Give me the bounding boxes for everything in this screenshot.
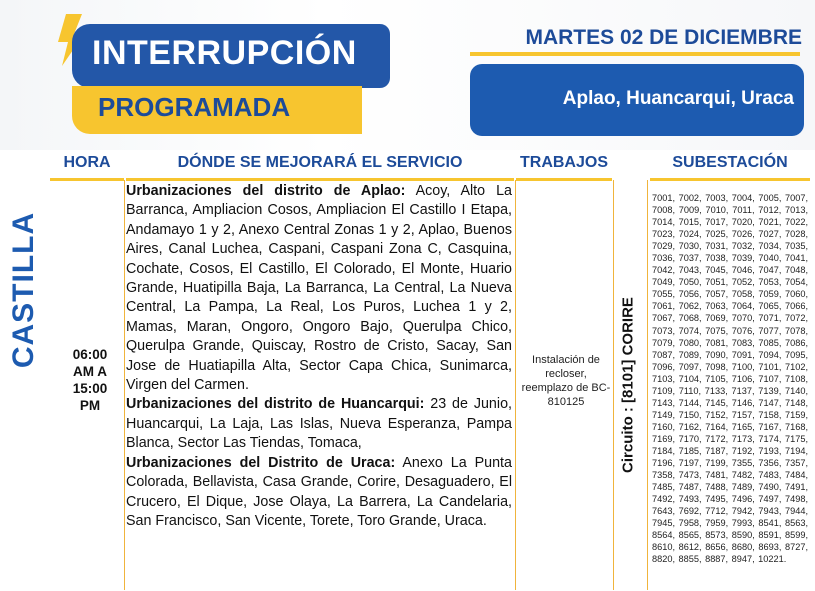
- page-title: INTERRUPCIÓN: [92, 34, 357, 72]
- district-huancarqui: [126, 395, 512, 453]
- time-end: 15:00: [72, 381, 108, 396]
- district-areas: 23 de Junio, Huancarqui, La Laja, Las Islas, Nueva Esperanza, Pampa Blanca, Sector Las Tiendas, Tomaca,: [126, 396, 512, 452]
- works-description: Instalación de recloser, reemplazo de BC-810125: [521, 354, 611, 408]
- column-header-trabajos: TRABAJOS: [516, 148, 612, 181]
- page-subtitle: PROGRAMADA: [98, 92, 291, 122]
- column-divider: [613, 180, 614, 590]
- column-header-hora: HORA: [50, 148, 124, 181]
- substation-list: 7001, 7002, 7003, 7004, 7005, 7007, 7008, 7009, 7010, 7011, 7012, 7013, 7014, 7015, 7017, 7020, 7021, 7022, 7023, 7024, 7025, 7026, 7027, 7028, 7029, 7030, 7031, 7032, 7034, 7035, 7036, 7037, 7038, 7039, 7040, 7041, 7042, 7043, 7045, 7046, 7047, 7048, 7049, 7050, 7051, 7052, 7053, 7054, 7055, 7056, 7057, 7058, 7059, 7060, 7061, 7062, 7063, 7064, 7065, 7066, 7067, 7068, 7069, 7070, 7071, 7072, 7073, 7074, 7075, 7076, 7077, 7078, 7079, 7080, 7081, 7083, 7085, 7086, 7087, 7089, 7090, 7091, 7094, 7095, 7096, 7097, 7098, 7100, 7101, 7102, 7103, 7104, 7105, 7106, 7107, 7108, 7109, 7110, 7133, 7137, 7139, 7140, 7143, 7144, 7145, 7146, 7147, 7148, 7149, 7150, 7152, 7157, 7158, 7159, 7160, 7162, 7164, 7165, 7167, 7168, 7169, 7170, 7172, 7173, 7174, 7175, 7184, 7185, 7187, 7192, 7193, 7194, 7196, 7197, 7199, 7355, 7356, 7357, 7358, 7473, 7481, 7482, 7483, 7484, 7485, 7487, 7488, 7489, 7490, 7491, 7492, 7493, 7495, 7496, 7497, 7498, 7643, 7692, 7712, 7942, 7943, 7944, 7945, 7958, 7959, 7993, 8541, 8563, 8564, 8565, 8573, 8590, 8591, 8599, 8610, 8612, 8656, 8680, 8693, 8727, 8820, 8855, 8887, 8947, 10221.: [652, 193, 808, 565]
- district-aplao: [126, 182, 512, 395]
- column-header-donde: DÓNDE SE MEJORARÁ EL SERVICIO: [126, 148, 514, 181]
- time-end-period: PM: [79, 398, 101, 413]
- column-divider: [647, 180, 648, 590]
- time-start-period: AM A: [73, 364, 107, 379]
- district-uraca: [126, 454, 512, 532]
- district-label: Urbanizaciones del distrito de Aplao:: [126, 183, 406, 199]
- district-areas: Anexo La Punta Colorada, Bellavista, Casa Grande, Corire, Desaguadero, El Crucero, El Dique, Jose Olaya, La Barrera, La Candelaria, San Francisco, San Vicente, Torete, Toro Grande, Uraca.: [126, 454, 512, 529]
- region-label: CASTILLA: [7, 211, 40, 369]
- circuit-label: Circuito : [8101] CORIRE: [619, 297, 637, 473]
- date-underline: [470, 52, 800, 56]
- column-divider: [515, 180, 516, 590]
- time-start: 06:00: [72, 347, 108, 362]
- column-divider: [124, 180, 125, 590]
- district-label: Urbanizaciones del distrito de Huancarqui:: [126, 396, 425, 413]
- locations-label: Aplao, Huancarqui, Uraca: [562, 88, 794, 109]
- date-label: MARTES 02 DE DICIEMBRE: [525, 26, 802, 49]
- district-label: Urbanizaciones del Distrito de Uraca:: [126, 454, 396, 471]
- district-areas: Acoy, Alto La Barranca, Ampliacion Cosos, Ampliacion El Castillo I Etapa, Andamayo 1 y 2, Anexo Central Zonas 1 y 2, Aplao, Buenos Aires, Canal Luchea, Caspani, Caspani Zona C, Casquina, Cochate, Cosos, El Castillo, El Colorado, El Monte, Huario Grande, Huatipilla Baja, La Barranca, La Central, La Nueva Central, La Pampa, La Real, Los Puros, Luchea 1 y 2, Mamas, Maran, Ongoro, Ongoro Bajo, Querulpa Chico, Querulpa Grande, Quiscay, Rostro de Cristo, Sacay, San Jose de Huatiapilla Alta, Sector Capa Chica, Sunimarca, Virgen del Carmen.: [126, 183, 512, 394]
- column-header-subestacion: SUBESTACIÓN: [650, 148, 810, 181]
- time-range: [60, 346, 120, 414]
- service-areas: [126, 182, 512, 531]
